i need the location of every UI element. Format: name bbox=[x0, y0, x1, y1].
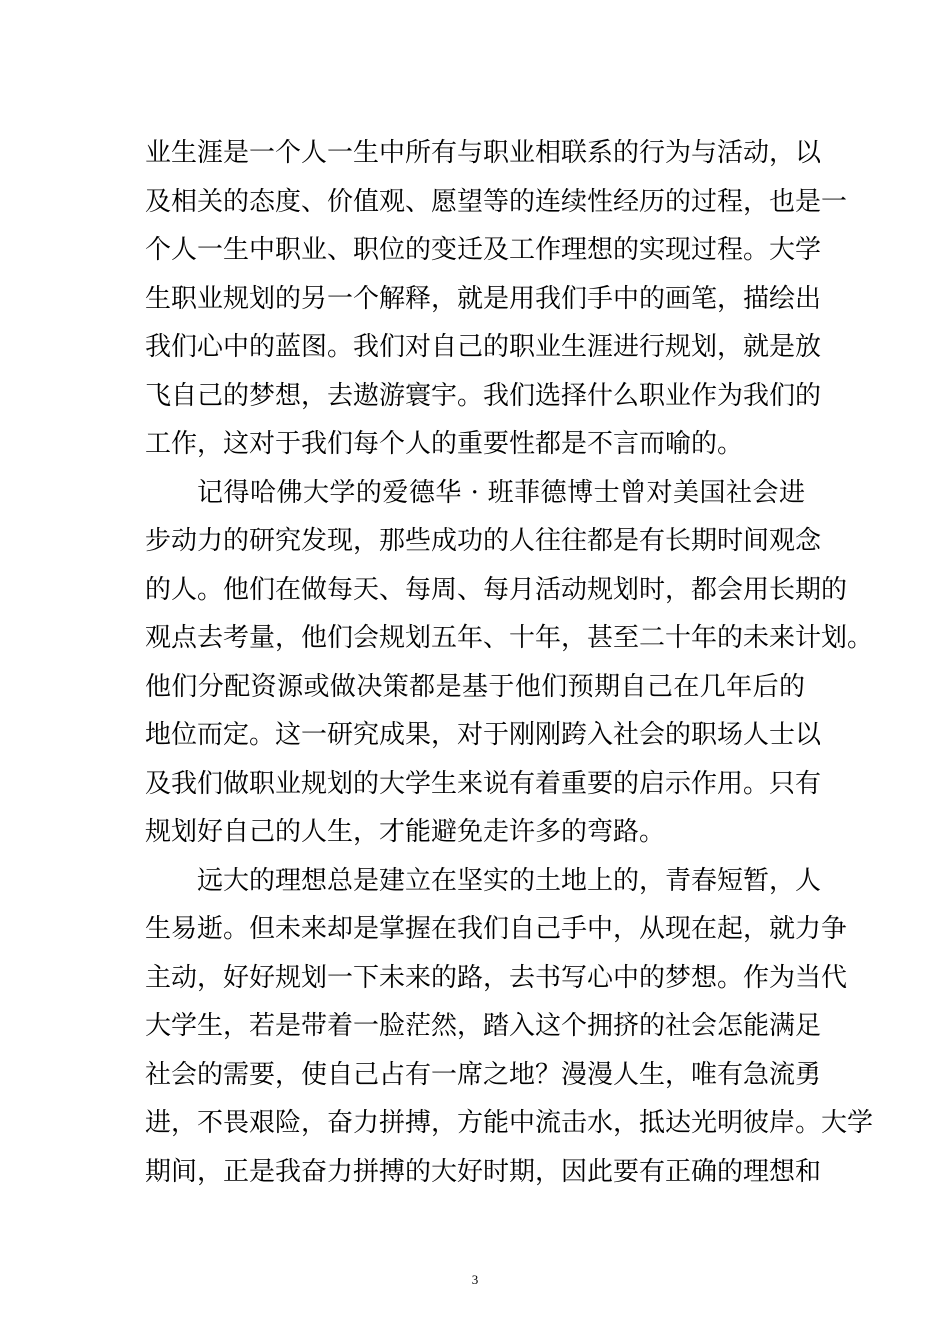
text-line: 主动，好好规划一下未来的路，去书写心中的梦想。作为当代 bbox=[145, 962, 848, 993]
text-line: 步动力的研究发现，那些成功的人往往都是有长期时间观念 bbox=[145, 526, 822, 556]
text-line: 及我们做职业规划的大学生来说有着重要的启示作用。只有 bbox=[145, 768, 822, 799]
text-line: 进，不畏艰险，奋力拼搏，方能中流击水，抵达光明彼岸。大学 bbox=[145, 1108, 874, 1138]
text-line: 飞自己的梦想，去遨游寰宇。我们选择什么职业作为我们的 bbox=[145, 380, 822, 411]
text-line: 生易逝。但未来却是掌握在我们自己手中，从现在起，就力争 bbox=[145, 914, 848, 944]
text-line: 期间，正是我奋力拼搏的大好时期，因此要有正确的理想和 bbox=[145, 1156, 822, 1187]
text-line: 大学生，若是带着一脸茫然，踏入这个拥挤的社会怎能满足 bbox=[145, 1011, 822, 1041]
text-line: 我们心中的蓝图。我们对自己的职业生涯进行规划，就是放 bbox=[145, 332, 822, 362]
text-line: 个人一生中职业、职位的变迁及工作理想的实现过程。大学 bbox=[145, 235, 822, 265]
text-line: 记得哈佛大学的爱德华 · 班菲德博士曾对美国社会进 bbox=[197, 477, 805, 508]
text-line: 业生涯是一个人一生中所有与职业相联系的行为与活动，以 bbox=[145, 138, 822, 168]
text-line: 远大的理想总是建立在坚实的土地上的，青春短暂，人 bbox=[197, 865, 822, 896]
text-line: 生职业规划的另一个解释，就是用我们手中的画笔，描绘出 bbox=[145, 283, 822, 314]
text-line: 他们分配资源或做决策都是基于他们预期自己在几年后的 bbox=[145, 671, 805, 702]
text-line: 及相关的态度、价值观、愿望等的连续性经历的过程，也是一 bbox=[145, 186, 848, 217]
page-number: 3 bbox=[471, 1272, 479, 1287]
text-line: 规划好自己的人生，才能避免走许多的弯路。 bbox=[145, 817, 666, 847]
text-line: 社会的需要，使自己占有一席之地？漫漫人生，唯有急流勇 bbox=[145, 1059, 822, 1090]
text-line: 工作，这对于我们每个人的重要性都是不言而喻的。 bbox=[145, 429, 744, 459]
text-line: 的人。他们在做每天、每周、每月活动规划时，都会用长期的 bbox=[145, 574, 848, 605]
text-line: 地位而定。这一研究成果，对于刚刚跨入社会的职场人士以 bbox=[145, 720, 822, 750]
text-line: 观点去考量，他们会规划五年、十年，甚至二十年的未来计划。 bbox=[145, 623, 874, 653]
